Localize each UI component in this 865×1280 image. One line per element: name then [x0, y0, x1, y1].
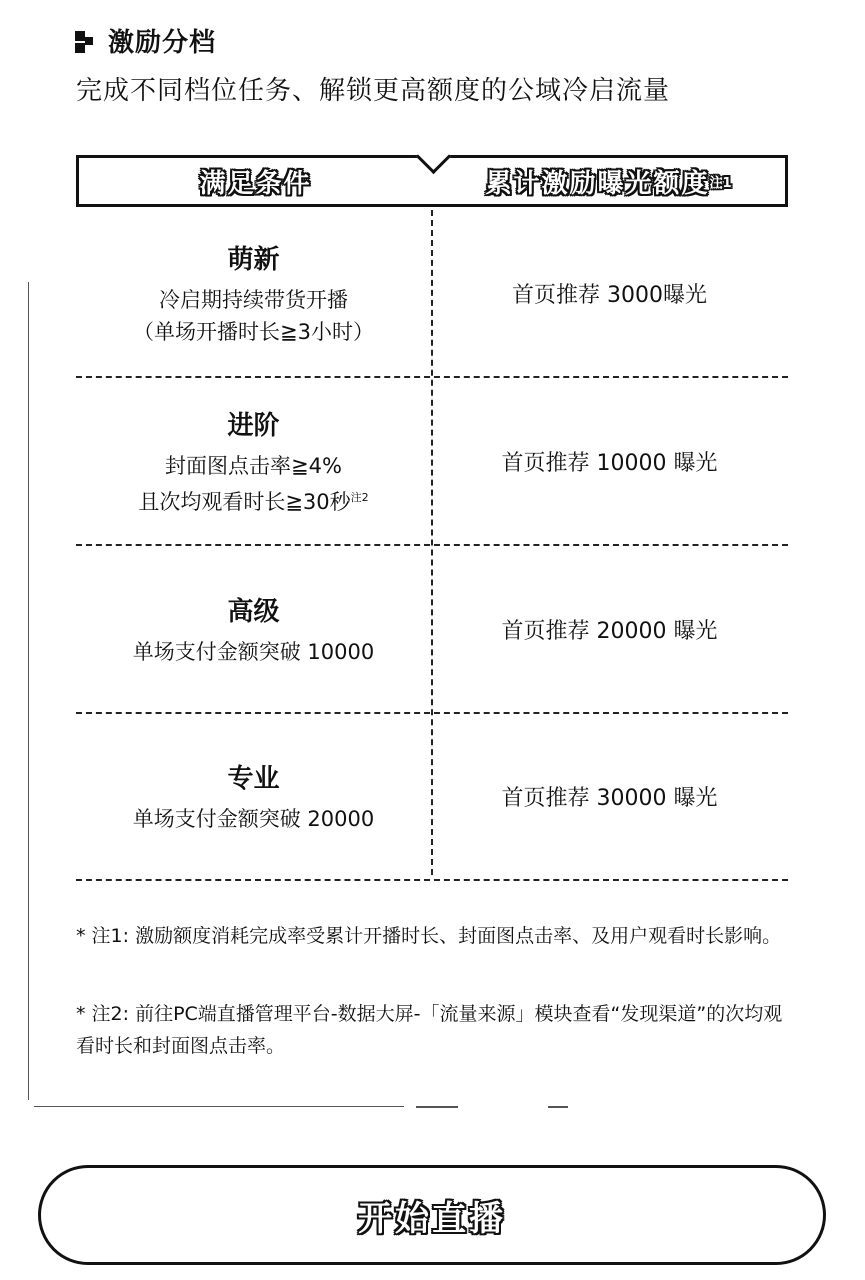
section-subtitle: 完成不同档位任务、解锁更高额度的公域冷启流量 — [76, 76, 671, 106]
reward-cell: 首页推荐 3000曝光 — [512, 282, 707, 308]
footnote-2: * 注2: 前往PC端直播管理平台-数据大屏-「流量来源」模块查看“发现渠道”的次均观看时长和封面图点击率。 — [76, 1003, 783, 1057]
bottom-divider — [416, 1106, 458, 1108]
tier-name: 专业 — [227, 764, 280, 794]
table-row — [76, 378, 788, 546]
section-title: 激励分档 — [108, 28, 217, 58]
start-live-button[interactable] — [38, 1165, 826, 1265]
table-header — [76, 155, 788, 207]
tier-condition: 单场支付金额突破 10000 — [132, 639, 375, 664]
start-live-label: 开始直播 — [358, 1198, 506, 1239]
tag-icon — [72, 28, 98, 54]
table-row — [76, 546, 788, 714]
table-row — [76, 210, 788, 378]
tier-name: 萌新 — [227, 244, 280, 275]
bottom-divider — [34, 1106, 404, 1107]
footnote-1: * 注1: 激励额度消耗完成率受累计开播时长、封面图点击率、及用户观看时长影响。 — [76, 925, 782, 947]
table-row — [76, 714, 788, 881]
tier-name: 进阶 — [227, 410, 280, 441]
tier-condition: 封面图点击率≧4% — [165, 453, 342, 478]
condition-note-marker: 注2 — [350, 490, 369, 504]
bottom-divider — [548, 1106, 568, 1108]
condition-cell — [76, 546, 431, 712]
tier-table — [76, 210, 788, 881]
reward-cell: 首页推荐 30000 曝光 — [501, 786, 718, 811]
header-note-marker: 注1 — [709, 175, 732, 191]
tier-condition: 冷启期持续带货开播 — [159, 287, 348, 312]
left-divider — [28, 282, 29, 1100]
header-reward: 累计激励曝光额度 注1 — [485, 168, 732, 199]
tier-name: 高级 — [227, 596, 280, 627]
tier-condition: （单场开播时长≧3小时） — [133, 319, 374, 344]
reward-cell: 首页推荐 20000 曝光 — [501, 618, 718, 644]
condition-cell — [76, 210, 431, 376]
tier-condition: 且次均观看时长≧30秒$^{注2}$ — [138, 489, 369, 514]
header-conditions: 满足条件 — [199, 168, 312, 199]
condition-cell — [76, 714, 431, 879]
reward-cell: 首页推荐 10000 曝光 — [501, 450, 718, 476]
tier-condition: 单场支付金额突破 20000 — [132, 807, 375, 831]
section-header — [72, 22, 216, 59]
condition-cell — [76, 378, 431, 544]
